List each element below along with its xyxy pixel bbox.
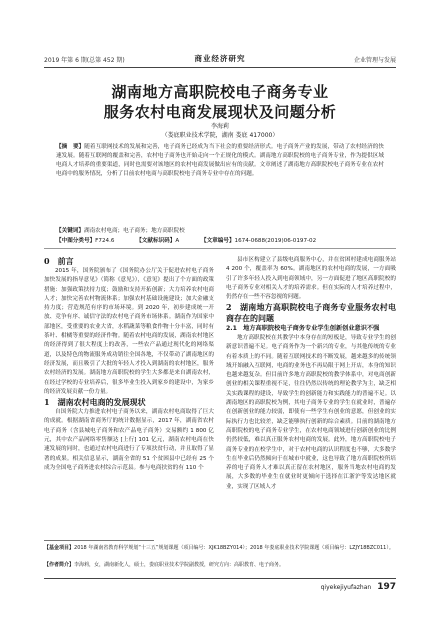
abstract-rule [44, 248, 396, 249]
article-id-label: 【文章编号】 [200, 238, 235, 244]
author-name: 李海莉 [210, 123, 229, 130]
paragraph: 地方高职院校在其教学中本身存在的短板是，导致专业学生的创新意识普遍不足。电子商务作为一个新兴的专业，与其他传统的专业有着本质上的不同。随着互联网技术的不断发展，越来越多的传统领域开始融入互联网，电商的业务也不再局限于网上开店，本身的知识也越来越复杂。但目前许多地方高职院校的教学体系中，对电商创新创业的相关课程重视不足，往往仍然以传统的理论教学为主，缺乏相关实践课程的建设，导致学生的创新能力和实践能力的普遍不足。以湖南地区的高职院校为例，其电子商务专业的学生在就业时，普遍存在创新创业的能力较弱，即使有一些学生有创业的意愿，但创业的实际执行力也比较差，缺乏能够执行创新的综合素质。目前的湖南地方高职院校的电子商务专业学生，在农村电商领域进行创新创业的比例仍然较低，难以真正服务农村电商的发展。此外，地方高职院校电子商务专业的在校学生中，对于农村电商的认识程度也不够，大多数学生在毕业后仍然倾向于在城市中就业，这也导致了地方高职院校所培养的电子商务人才难以真正留在农村地区，服务当地农村电商的发展，大多数的毕业生在就业时更倾向于选择在江浙沪等发达地区就业，实现了区域人才 [226, 334, 396, 490]
abstract-text: 随着互联网技术的发展和完善，电子商务已经成为当下社会的重要经济形式。电子商务产业的发展，带动了农村经济的快速发展。随着互联网的覆盖和完善，农村电子商务也开始走向一个正规化的模式。湖南地方高职院校的电子商务专业，作为提供区域电商人才培养的重要渠道，同时也需要对该地区的农村电商发展做出应有的贡献。文章阐述了湖南地方高职院校电子商务专业在农村电商中的服务情况，分析了目前农村电商与高职院校电子商务专业中存在的问题。 [56, 144, 384, 177]
page-number: 197 [377, 582, 396, 592]
fund-label: 【基金项目】 [44, 545, 75, 551]
footnote-fund [44, 544, 396, 552]
author-bio-text: 李海莉，女，湖南新化人，硕士，娄底职业技术学院副教授，研究方向：高职教育、电子商务。 [74, 562, 285, 568]
page-header [44, 52, 396, 66]
paragraph: 县市区构建立了县级电商服务中心，并在贫困村建成电商服务站 4 200 个，覆盖率为 60%。湖南地区的农村电商的发展，一方面吸引了许多年轻人投入到电商领域中，另一方面促进了地区高职院校的电子商务专业对相关人才的培养需求。但在实际的人才培养过程中，仍然存在一些不容忽视的问题。 [226, 257, 396, 301]
author-bio-label: 【作者简介】 [44, 562, 75, 568]
journal-name: 商业经济研究 [194, 54, 246, 63]
heading-section-2-1: 2.1 地方高职院校电子商务专业学生创新创业意识不强 [226, 325, 380, 333]
heading-section-2: 2 湖南地方高职院校电子商务专业服务农村电商存在的问题 [226, 302, 396, 324]
article-title-line2: 服务农村电商发展现状及问题分析 [103, 103, 337, 121]
abstract [56, 143, 384, 179]
keywords [56, 226, 384, 234]
abstract-label: 【摘 要】 [56, 144, 85, 150]
fund-text: 2018 年湖南省教育科学规划“十三五”规划课题（项目编号：XJK18BZY014）；2018 年娄底职业技术学院课题（项目编号：LZJY18BZC011）。 [74, 545, 394, 551]
heading-section-1: 1 湖南农村电商的发展现状 [44, 397, 146, 408]
body-column-right [226, 256, 396, 492]
footer-rule [44, 578, 396, 579]
body-column-left [44, 256, 214, 473]
classification-line [56, 236, 384, 244]
header-rule [44, 67, 396, 68]
page-footer [321, 582, 396, 592]
issue-info: 2019 年第 6 期(总第 452 期) [44, 57, 125, 64]
doc-code-value: A [175, 238, 180, 244]
footnote-rule [44, 540, 154, 541]
doc-code-label: 【文献标识码】 [136, 238, 176, 244]
keywords-text: 湖南农村电商；电子商务；地方高职院校 [83, 228, 185, 234]
section-name: 企业管理与发展 [353, 57, 396, 64]
journal-site: qiyekejiyufazhan [320, 584, 372, 591]
heading-intro: 0 前言 [44, 256, 74, 266]
article-id-value: 1674-0688(2019)06-0197-02 [234, 238, 317, 244]
paragraph: 自国务院大力推进农村电子商务以来，湖南农村电商取得了巨大的成就。根据湖南省商务厅的统计数据显示，2017 年，湖南省农村电子商务（含县城电子商务和农产品电子商务）交易额约 1 800 亿元，其中农产品网络零售额达 [上行] 101 亿元，湖南农村电商在快速发展的同时，也通过农村电商进行了专项扶贫行动，并且取得了显著的成果。相关信息显示，湖南全省的 51 个贫困县中已经有 25 个成为全国电子商务进农村综合示范县。参与电商扶贫的有 110 个 [44, 409, 214, 471]
footnote-author [44, 561, 396, 569]
article-title-line1: 湖南地方高职院校电子商务专业 [111, 83, 329, 101]
author-affiliation: （娄底职业技术学院，湖南 娄底 417000） [161, 132, 279, 139]
clc-value: F724.6 [95, 238, 115, 244]
paragraph: 2015 年，国务院颁布了《国务院办公厅关于促进农村电子商务加快发展的指导意见》（简称《意见》），《意见》提出了个方面的政策措施：加强政策扶持力度；鼓励和支持开拓创新；大力培养农村电商人才；加快完善农村物流体系；加强农村基础设施建设；加大金融支持力度；营造规范有序的市场环境。到 2020 年，初步建成统一开放、竞争有序、诚信守法的农村电子商务市场体系。湖南作为国家中部地区，受重要的农业大省，水稻蔬菜等粮食作物十分丰富，同时有茶叶、柑橘等重要的经济作物。随着农村电商的发展，湖南农村地区的经济得到了很大程度上的改善，一些农产品通过现代化的网络渠道，以及特色的物流服务成功销往全国各地，不仅带动了湖南地区的经济发展，而且吸引了大批的年轻人才投入到湖南的农村地区，服务农村经济的发展。湖南地方高职院校的学生大多都是来自湖南农村，在经过学校的专业培养后，很多毕业生投入到家乡的建设中，为家乡的经济发展贡献一份力量。 [44, 268, 214, 395]
keywords-label: 【关键词】 [56, 228, 84, 234]
clc-label: 【中图分类号】 [56, 238, 96, 244]
